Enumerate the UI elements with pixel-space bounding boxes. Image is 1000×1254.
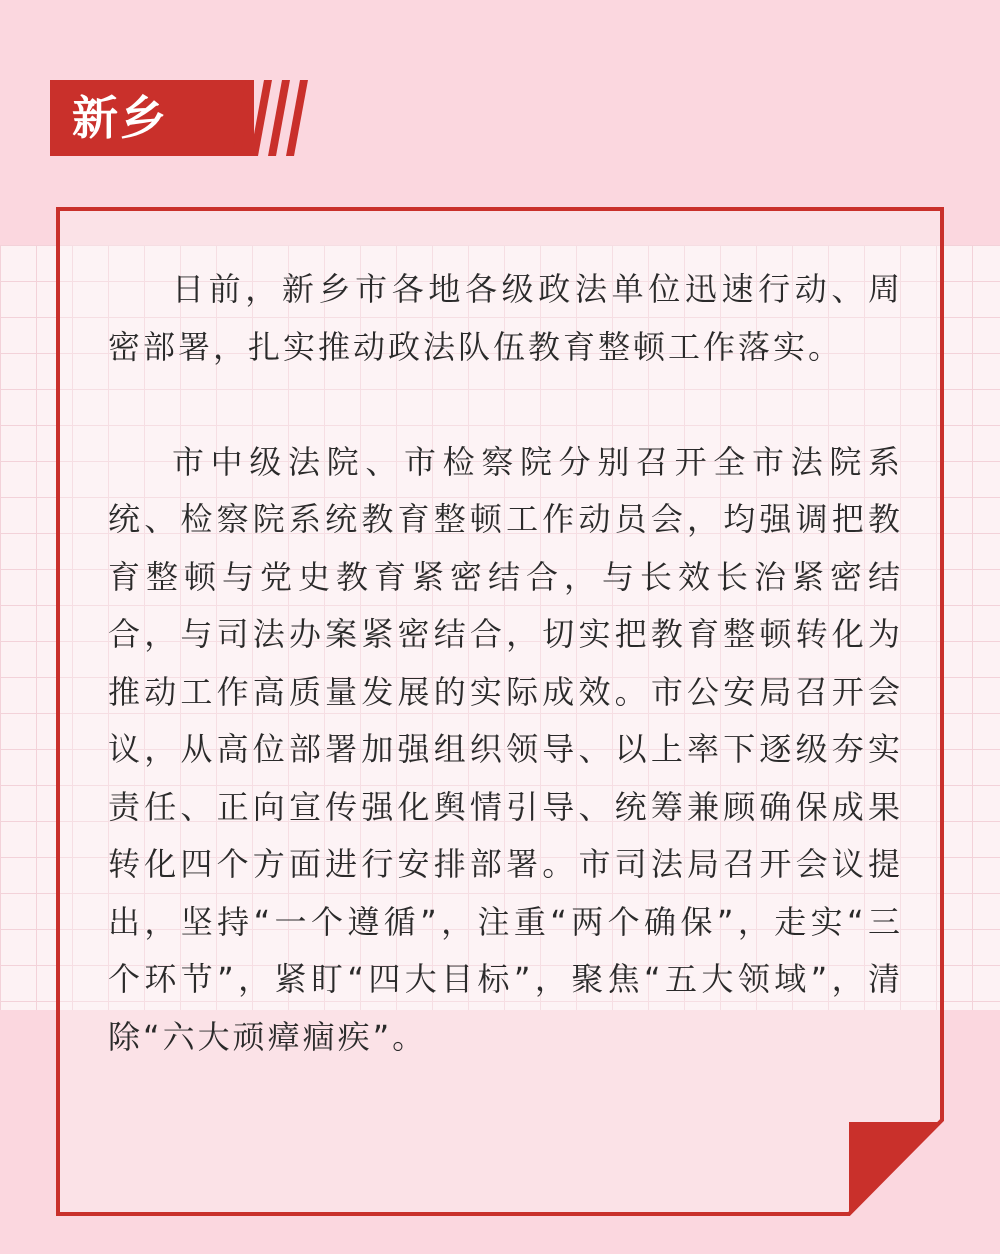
paragraph-1: 日前，新乡市各地各级政法单位迅速行动、周密部署，扎实推动政法队伍教育整顿工作落实。 xyxy=(108,270,903,366)
section-title: 新乡 xyxy=(72,91,168,145)
article-body xyxy=(108,261,903,1066)
paragraph-2: 市中级法院、市检察院分别召开全市法院系统、检察院系统教育整顿工作动员会，均强调把教育整顿与党史教育紧密结合，与长效长治紧密结合，与司法办案紧密结合，切实把教育整顿转化为推动工作高质量发展的实际成效。市公安局召开会议，从高位部署加强组织领导、以上率下逐级夯实责任、正向宣传强化舆情引导、统筹兼顾确保成果转化四个方面进行安排部署。市司法局召开会议提出，坚持“一个遵循”，注重“两个确保”，走实“三个环节”，紧盯“四大目标”，聚焦“五大领域”，清除“六大顽瘴痼疾”。 xyxy=(108,442,903,1056)
diagonal-stripes-decoration xyxy=(232,80,322,156)
